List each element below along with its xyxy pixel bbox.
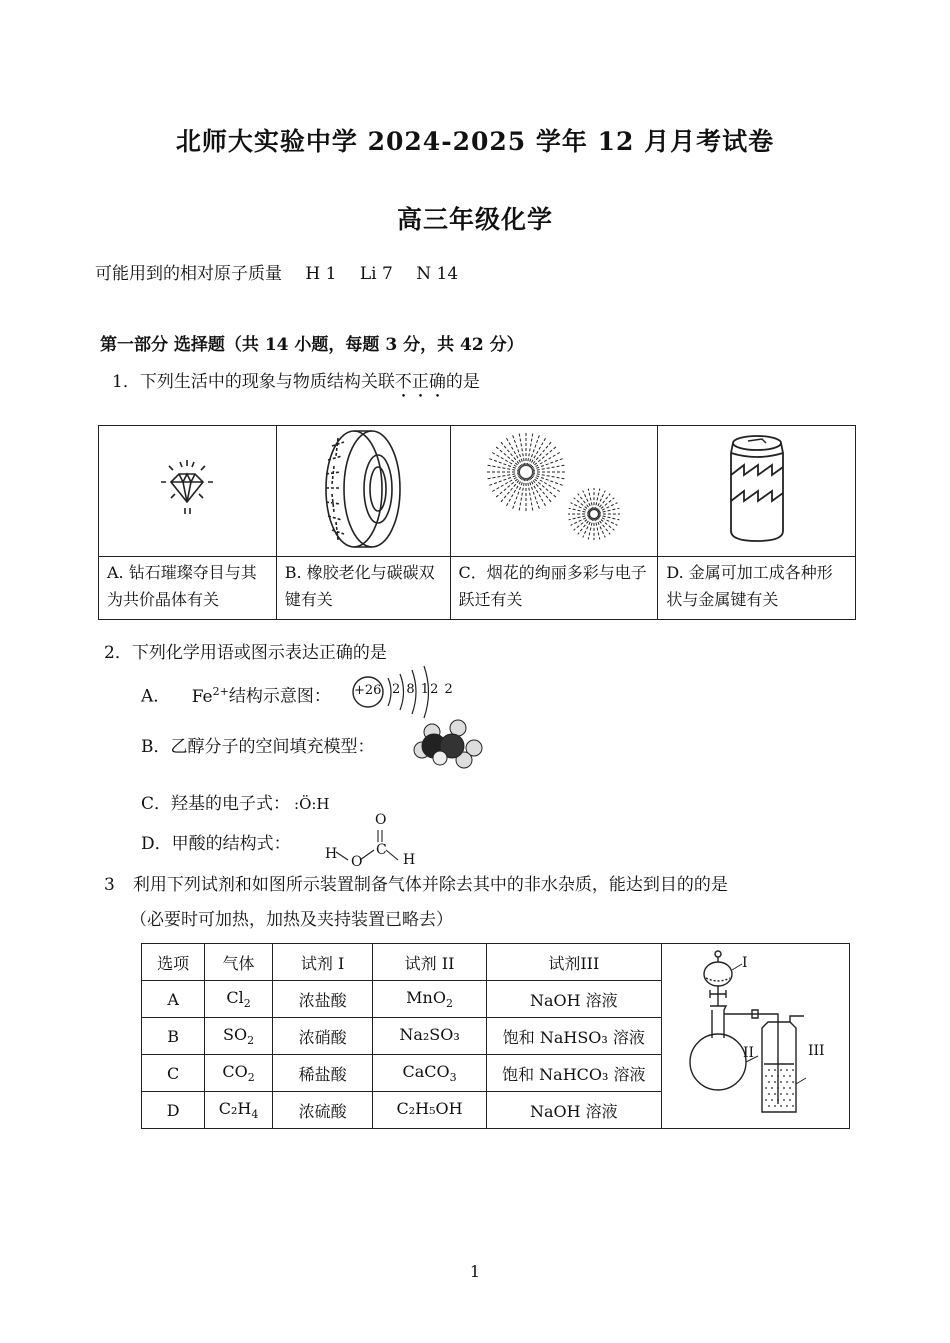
q3-row-d-gas: $C_2H_4$: [205, 1092, 272, 1129]
q1-stem: [112, 370, 480, 402]
q1-option-a: A. 钻石璀璨夺目与其为共价晶体有关: [99, 557, 277, 620]
q3-row-c-reagent-1: 稀盐酸: [272, 1055, 373, 1092]
apparatus-label-iii: III: [808, 1043, 825, 1059]
formic-acid-h-right: H: [403, 852, 416, 868]
q3-row-a-reagent-1: 浓盐酸: [272, 981, 373, 1018]
q1-option-c: C．烟花的绚丽多彩与电子跃迁有关: [450, 557, 658, 620]
q3-row-c-gas: $CO_2$: [205, 1055, 272, 1092]
hydroxyl-electron-formula: :Ö:H: [294, 795, 330, 813]
q3-header-reagent-3: 试剂III: [486, 944, 661, 981]
q3-apparatus-cell: [662, 944, 850, 1129]
q3-row-b-gas: $SO_2$: [205, 1018, 272, 1055]
q1-options-table: [98, 425, 856, 620]
q2-stem-text: 下列化学用语或图示表达正确的是: [131, 643, 387, 663]
atomic-mass-n: N 14: [416, 264, 459, 284]
atomic-mass-h: H 1: [305, 264, 337, 284]
formic-acid-h-left: H: [325, 846, 338, 862]
q1-option-b: B. 橡胶老化与碳碳双键有关: [276, 557, 450, 620]
q2-option-a: [141, 680, 331, 709]
q1-stem-emphasis: 不正确: [394, 372, 446, 392]
q3-row-d-reagent-3: NaOH 溶液: [486, 1092, 661, 1129]
q3-row-d-reagent-2: C₂H₅OH: [373, 1092, 486, 1129]
q1-option-b-picture: [276, 426, 450, 557]
ethanol-space-filling-model: [410, 718, 488, 770]
q2-stem: [104, 641, 387, 665]
atomic-mass-line: [95, 262, 458, 286]
q1-option-d-picture: [658, 426, 856, 557]
q3-header-gas: 气体: [205, 944, 272, 981]
q3-row-d-option: D: [142, 1092, 205, 1129]
section-title: 第一部分 选择题（共 14 小题，每题 3 分，共 42 分）: [100, 335, 524, 355]
q3-header-reagent-1: 试剂 I: [272, 944, 373, 981]
q2-option-a-label: A．: [141, 686, 171, 707]
q3-stem: [104, 873, 728, 897]
formic-acid-o-top: O: [375, 812, 387, 828]
diamond-icon: [147, 454, 227, 524]
q3-note: （必要时可加热，加热及夹持装置已略去）: [130, 910, 453, 930]
q3-row-c-option: C: [142, 1055, 205, 1092]
q2-number: 2．: [104, 643, 132, 663]
q3-row-c-reagent-2: CaCO$_3$: [373, 1055, 486, 1092]
tire-icon: [308, 426, 418, 552]
q3-row-a-reagent-2: MnO$_2$: [373, 981, 486, 1018]
q3-stem-text: 利用下列试剂和如图所示装置制备气体并除去其中的非水杂质，能达到目的的是: [132, 875, 728, 895]
q2-option-c: [141, 792, 330, 816]
q3-row-b-reagent-3: 饱和 NaHSO₃ 溶液: [486, 1018, 661, 1055]
exam-subtitle: 高三年级化学: [396, 205, 553, 234]
q3-number: 3: [104, 875, 115, 895]
q1-number: 1．: [112, 372, 140, 392]
q2-option-b: B．乙醇分子的空间填充模型：: [141, 737, 375, 757]
fe-shell-electrons: 2 8 12 2: [392, 682, 454, 697]
q1-option-d: D. 金属可加工成各种形状与金属键有关: [658, 557, 856, 620]
q1-option-a-picture: [99, 426, 277, 557]
q2-option-a-ion: Fe: [191, 686, 213, 707]
soda-can-icon: [722, 431, 792, 547]
q3-row-a-reagent-3: NaOH 溶液: [486, 981, 661, 1018]
atomic-mass-li: Li 7: [359, 264, 393, 284]
q3-row-a-option: A: [142, 981, 205, 1018]
q2-option-c-text: C．羟基的电子式：: [141, 794, 291, 814]
page-number: 1: [469, 1262, 481, 1281]
q3-header-reagent-2: 试剂 II: [373, 944, 486, 981]
formic-acid-o-mid: O: [351, 854, 363, 870]
q3-row-b-reagent-2: Na₂SO₃: [373, 1018, 486, 1055]
q3-header-option: 选项: [142, 944, 205, 981]
apparatus-label-i: I: [742, 955, 748, 971]
formic-acid-c: C: [376, 842, 387, 858]
q3-row-b-reagent-1: 浓硝酸: [272, 1018, 373, 1055]
q3-row-d-reagent-1: 浓硫酸: [272, 1092, 373, 1129]
apparatus-label-ii: II: [743, 1045, 755, 1061]
q2-option-a-charge: 2+: [212, 685, 229, 698]
fireworks-icon: [474, 426, 634, 552]
gas-apparatus-diagram: [666, 944, 846, 1124]
q2-option-d: D．甲酸的结构式：: [141, 834, 291, 854]
atomic-mass-label: 可能用到的相对原子质量: [95, 264, 282, 284]
q3-row-b-option: B: [142, 1018, 205, 1055]
q1-stem-prefix: 下列生活中的现象与物质结构关联: [139, 372, 395, 392]
q3-row-a-gas: $Cl_2$: [205, 981, 272, 1018]
fe-nucleus-label: +26: [354, 683, 382, 698]
q3-row-c-reagent-3: 饱和 NaHCO₃ 溶液: [486, 1055, 661, 1092]
exam-title: 北师大实验中学 2024-2025 学年 12 月月考试卷: [175, 127, 775, 156]
q1-stem-suffix: 的是: [445, 372, 480, 392]
q1-option-c-picture: [450, 426, 658, 557]
q2-option-a-suffix: 结构示意图：: [228, 686, 331, 707]
